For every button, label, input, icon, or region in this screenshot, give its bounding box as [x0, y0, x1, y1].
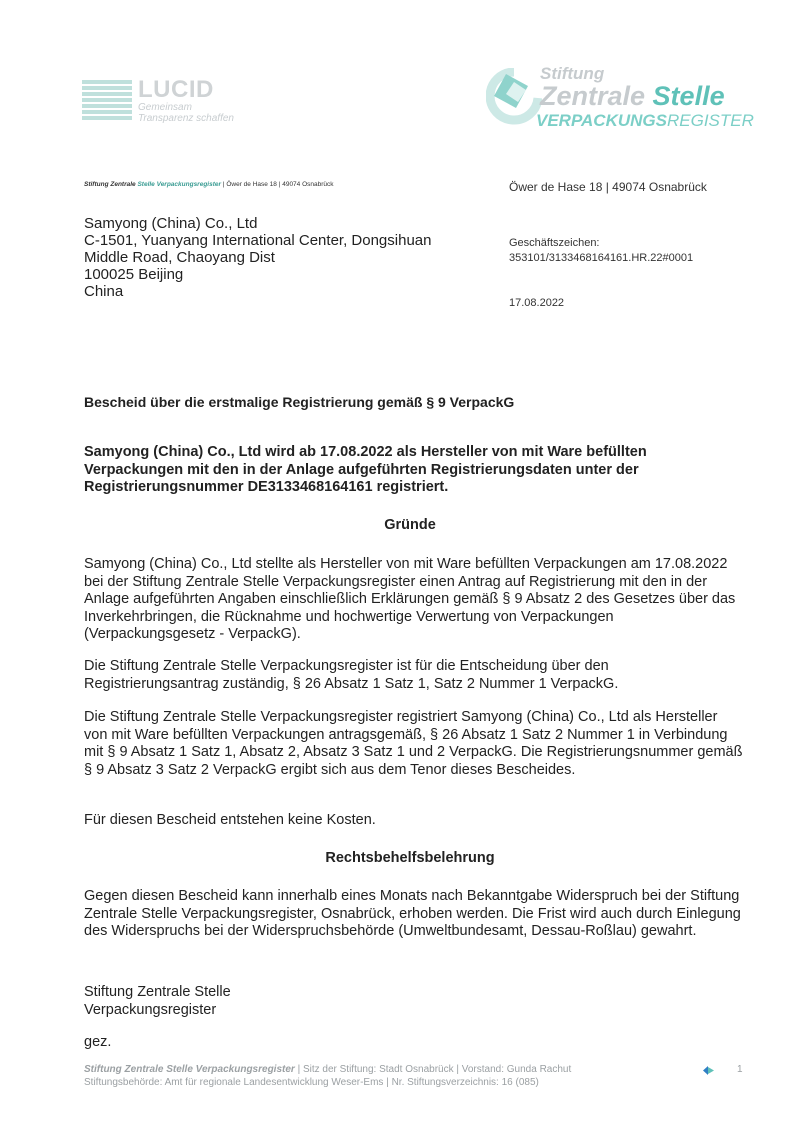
reference-value: 353101/3133468164161.HR.22#0001: [509, 252, 694, 264]
signature-gez: gez.: [84, 1034, 112, 1050]
document-date: 17.08.2022: [509, 297, 565, 309]
recipient-line: Samyong (China) Co., Ltd: [84, 215, 258, 232]
recipient-line: Middle Road, Chaoyang Dist: [84, 249, 275, 266]
recipient-line: 100025 Beijing: [84, 266, 184, 283]
zsvr-line-2: Zentrale Stelle: [540, 81, 725, 111]
costs-paragraph: Für diesen Bescheid entstehen keine Kosten.: [84, 812, 376, 828]
lucid-tagline: Gemeinsam Transparenz schaffen: [138, 102, 234, 124]
footer-line-1: Stiftung Zentrale Stelle Verpackungsregister | Sitz der Stiftung: Stadt Osnabrück | Vorstand: Gunda Rachut: [84, 1064, 572, 1075]
zsvr-line-1: Stiftung: [540, 64, 605, 83]
reasons-paragraph: Die Stiftung Zentrale Stelle Verpackungsregister registriert Samyong (China) Co., Ltd als Hersteller von mit Ware befüllten Verpackungen antragsgemäß, § 26 Absatz 1 Satz 2 Nummer 1 in Verbindung mit § 9 Absatz 1 Satz 1, Absatz 2, Absatz 3 Satz 1 und 2 VerpackG. Die Registrierungsnummer gemäß § 9 Absatz 3 Satz 2 VerpackG ergibt sich aus dem Tenor dieses Bescheides.: [84, 709, 743, 778]
zsvr-emblem-icon: [486, 68, 542, 126]
zsvr-line-3: VERPACKUNGSREGISTER: [536, 111, 754, 130]
page-footer: [84, 1063, 571, 1089]
decision-text: Samyong (China) Co., Ltd wird ab 17.08.2022 als Hersteller von mit Ware befüllten Verpackungen mit den in der Anlage aufgeführten Registrierungsdaten unter der Registrierungsnummer DE3133468164161 registriert.: [84, 444, 647, 495]
signature-line: Stiftung Zentrale Stelle: [84, 984, 231, 1000]
legal-remedy-heading: Rechtsbehelfsbelehrung: [325, 850, 495, 866]
reasons-heading: Gründe: [384, 517, 436, 533]
page-number: 1: [737, 1064, 743, 1075]
reasons-paragraph: Samyong (China) Co., Ltd stellte als Hersteller von mit Ware befüllten Verpackungen am 17.08.2022 bei der Stiftung Zentrale Stelle Verpackungsregister einen Antrag auf Registrierung mit den in der Anlage aufgeführten Angaben einschließlich Erklärungen gemäß § 9 Absatz 2 des Gesetzes über das Inverkehrbringen, die Rücknahme und hochwertige Verwertung von Verpackungen (Verpackungsgesetz - VerpackG).: [84, 556, 736, 642]
legal-remedy-text: Gegen diesen Bescheid kann innerhalb eines Monats nach Bekanntgabe Widerspruch bei der Stiftung Zentrale Stelle Verpackungsregister, Osnabrück, erhoben werden. Die Frist wird auch durch Einlegung des Widerspruchs bei der Widerspruchsbehörde (Umweltbundesamt, Dessau-Roßlau) gewahrt.: [84, 888, 741, 939]
reference-label: Geschäftszeichen:: [509, 237, 600, 249]
lucid-wordmark: LUCID: [138, 76, 214, 103]
recipient-line: C-1501, Yuanyang International Center, Dongsihuan: [84, 232, 432, 249]
footer-arrow-icon: [703, 1066, 715, 1075]
signature-block: [84, 984, 744, 1019]
signature-line: Verpackungsregister: [84, 1001, 217, 1018]
lucid-stripes-icon: [82, 80, 132, 126]
lucid-logo: [82, 78, 252, 130]
zsvr-logo: [486, 64, 756, 132]
sender-address: Öwer de Hase 18 | 49074 Osnabrück: [509, 180, 707, 194]
recipient-line: China: [84, 283, 124, 300]
reasons-paragraph: Die Stiftung Zentrale Stelle Verpackungsregister ist für die Entscheidung über den Registrierungsantrag zuständig, § 26 Absatz 1 Satz 1, Satz 2 Nummer 1 VerpackG.: [84, 658, 619, 692]
subject-heading: Bescheid über die erstmalige Registrierung gemäß § 9 VerpackG: [84, 394, 515, 410]
recipient-address: [84, 215, 431, 300]
sender-return-line: Stiftung Zentrale Stelle Verpackungsregister | Öwer de Hase 18 | 49074 Osnabrück: [84, 181, 334, 188]
footer-line-2: Stiftungsbehörde: Amt für regionale Landesentwicklung Weser-Ems | Nr. Stiftungsverzeichnis: 16 (085): [84, 1077, 539, 1088]
